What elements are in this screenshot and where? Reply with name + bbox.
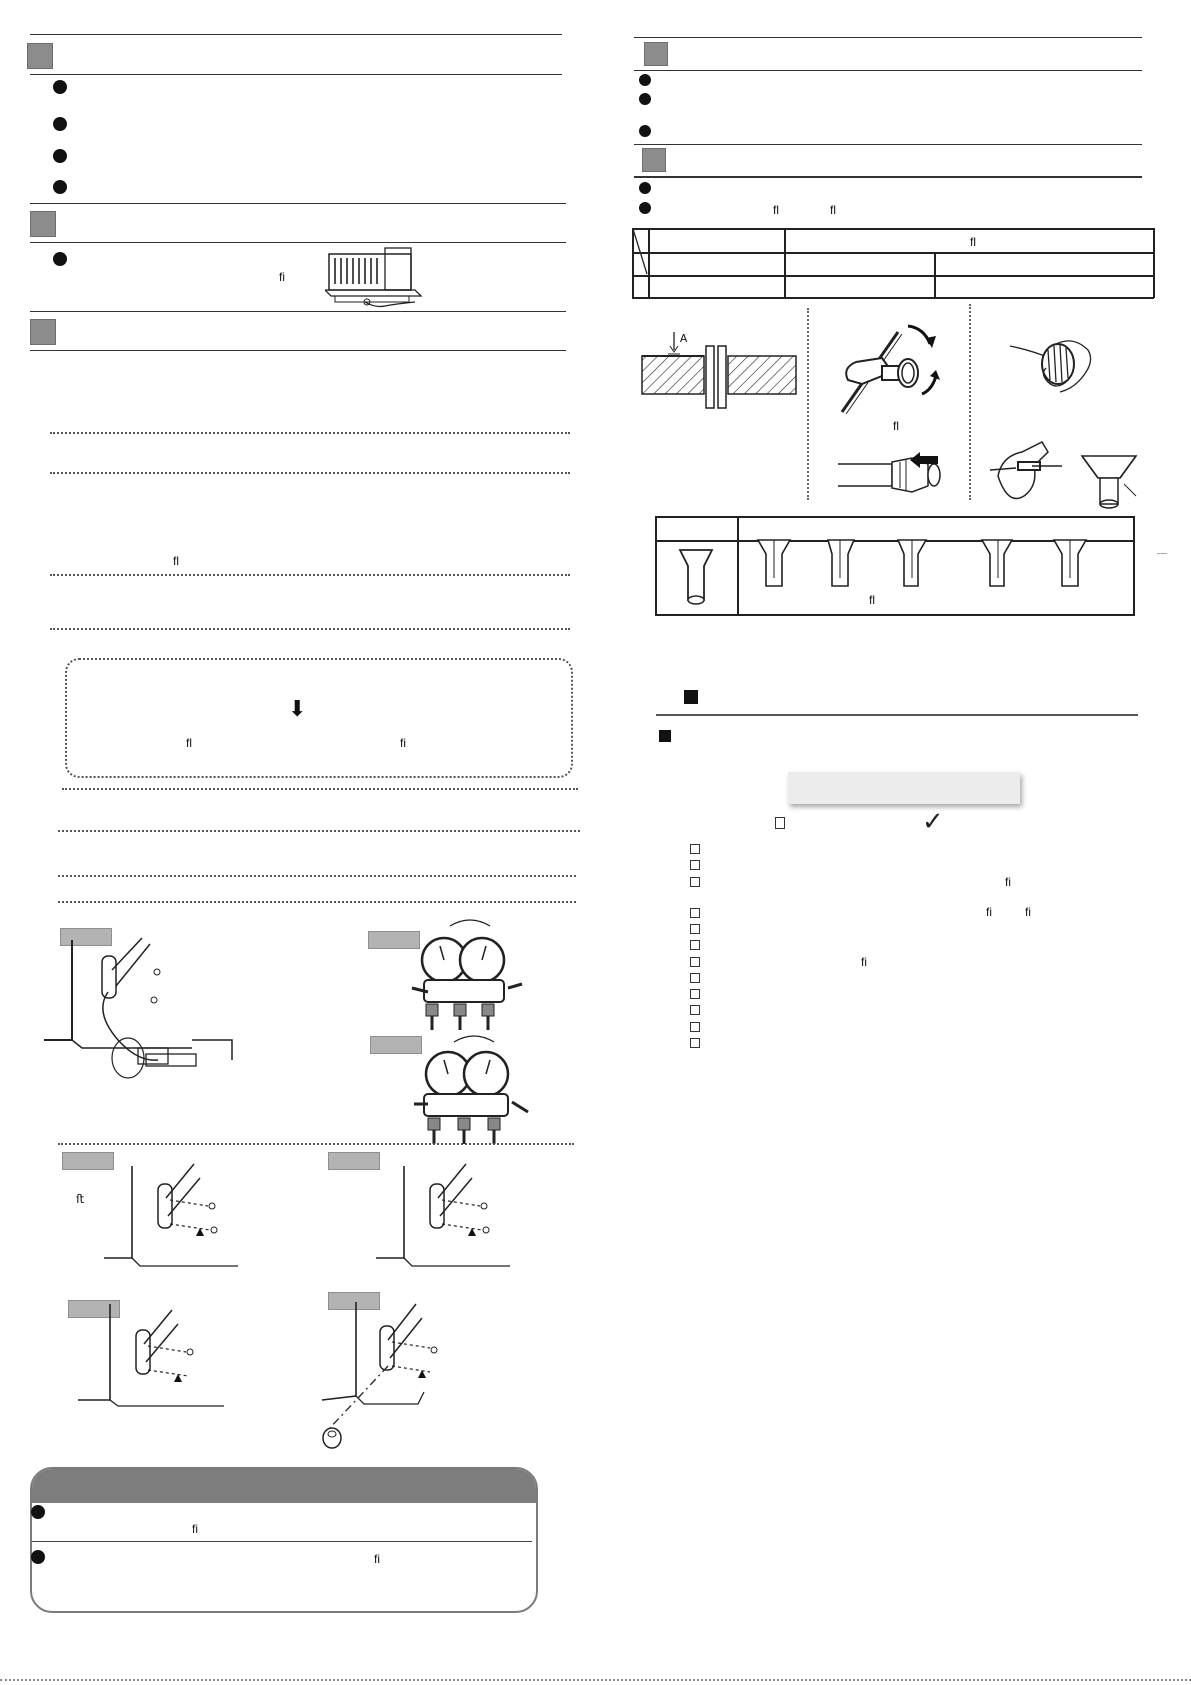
reamer-cone-illustration bbox=[1080, 454, 1138, 512]
section-1-marker-icon bbox=[27, 43, 53, 69]
checkmark-icon: ✓ bbox=[922, 806, 944, 836]
notice-box-banner bbox=[32, 1469, 536, 1503]
ligature-fi: ﬁ bbox=[279, 270, 285, 284]
ligature-fi: ﬁ bbox=[192, 1522, 198, 1536]
flare-dimension-table bbox=[632, 228, 1154, 298]
section-3-bottom-rule bbox=[30, 350, 566, 351]
divider-dotted bbox=[62, 788, 578, 790]
flaring-tool-illustration bbox=[838, 324, 948, 420]
notice-divider bbox=[32, 1541, 532, 1542]
service-valve-illustration bbox=[370, 1158, 510, 1276]
bullet-icon bbox=[639, 125, 651, 137]
flare-nut-fitting-illustration bbox=[988, 436, 1064, 512]
bullet-icon bbox=[53, 149, 67, 163]
bullet-icon bbox=[53, 80, 67, 94]
section-3-top-rule bbox=[30, 311, 566, 312]
down-arrow-icon: ⬇ bbox=[288, 696, 307, 721]
drain-unit-illustration bbox=[325, 244, 423, 310]
checklist-checkbox[interactable] bbox=[690, 957, 700, 967]
divider-dotted-vertical bbox=[969, 304, 971, 500]
ligature-fl: ﬂ bbox=[173, 554, 179, 568]
checklist-checkbox[interactable] bbox=[690, 1022, 700, 1032]
ligature-fi: ﬁ bbox=[986, 905, 992, 919]
bullet-icon bbox=[639, 182, 651, 194]
section-r2-top-rule bbox=[634, 144, 1142, 145]
bullet-icon bbox=[53, 180, 67, 194]
bullet-icon bbox=[639, 93, 651, 105]
flare-pipe-end-illustration bbox=[836, 450, 950, 500]
checklist-checkbox[interactable] bbox=[690, 860, 700, 870]
section-2-top-rule bbox=[30, 203, 566, 204]
section-2-marker-icon bbox=[30, 211, 56, 237]
ligature-fi: ﬁ bbox=[400, 736, 406, 750]
divider-dotted bbox=[50, 628, 570, 630]
section-r2-marker-icon bbox=[642, 148, 666, 172]
procedure-dotted-box bbox=[65, 658, 573, 778]
divider-dotted bbox=[50, 432, 570, 434]
divider-dotted bbox=[50, 472, 570, 474]
ligature-fl: ﬂ bbox=[970, 235, 976, 249]
checkbox-icon bbox=[775, 817, 785, 829]
checklist-header-box bbox=[788, 772, 1020, 804]
pipe-protrusion-diagram bbox=[640, 328, 798, 410]
flare-correct-shape-illustration bbox=[678, 548, 714, 606]
page-bottom-dotted bbox=[0, 1679, 1191, 1681]
bullet-icon bbox=[639, 202, 651, 214]
ligature-fi: ﬁ bbox=[861, 955, 867, 969]
gauge-manifold-illustration bbox=[414, 1034, 534, 1146]
section-r1-top-rule bbox=[634, 37, 1142, 38]
ligature-ff: ﬅ bbox=[76, 1192, 85, 1206]
service-valve-illustration bbox=[74, 1300, 234, 1412]
checklist-checkbox[interactable] bbox=[690, 940, 700, 950]
divider-dotted bbox=[58, 875, 576, 877]
divider-dotted bbox=[58, 1143, 574, 1145]
ligature-fi: ﬁ bbox=[1025, 905, 1031, 919]
ligature-fl: ﬂ bbox=[186, 736, 192, 750]
ligature-fi: ﬁ bbox=[1005, 875, 1011, 889]
checklist-checkbox[interactable] bbox=[690, 989, 700, 999]
section-1-top-rule bbox=[30, 34, 562, 35]
ligature-fl: ﬂ bbox=[773, 203, 779, 217]
section-r1-bottom-rule bbox=[634, 70, 1142, 71]
section-r3-marker-icon bbox=[684, 690, 698, 704]
service-valve-illustration bbox=[98, 1158, 238, 1276]
divider-dotted bbox=[58, 901, 576, 903]
ligature-fl: ﬂ bbox=[893, 419, 899, 433]
bullet-icon bbox=[639, 74, 651, 86]
outdoor-unit-connection-illustration bbox=[42, 930, 242, 1090]
notice-box bbox=[30, 1467, 538, 1613]
bullet-icon bbox=[53, 252, 67, 266]
hand-deburring-illustration bbox=[1006, 332, 1094, 400]
section-2-bottom-rule bbox=[30, 242, 566, 243]
flare-defect-shapes-illustration bbox=[750, 538, 1090, 594]
ligature-fi: ﬁ bbox=[374, 1552, 380, 1566]
service-valve-cap-illustration bbox=[318, 1296, 468, 1450]
section-r3-rule bbox=[656, 714, 1138, 716]
section-r2-bottom-rule bbox=[634, 176, 1142, 178]
checklist-checkbox[interactable] bbox=[690, 844, 700, 854]
section-1-bottom-rule bbox=[30, 74, 562, 75]
checklist-checkbox[interactable] bbox=[690, 908, 700, 918]
section-3-marker-icon bbox=[30, 319, 56, 345]
square-bullet-icon bbox=[659, 730, 671, 742]
gauge-manifold-illustration bbox=[410, 918, 530, 1030]
dimension-label-a: A bbox=[680, 332, 688, 346]
divider-dotted-vertical bbox=[807, 308, 809, 500]
scan-mark bbox=[1157, 553, 1167, 554]
bullet-icon bbox=[31, 1550, 45, 1564]
checklist-checkbox[interactable] bbox=[690, 924, 700, 934]
checklist-checkbox[interactable] bbox=[690, 1038, 700, 1048]
bullet-icon bbox=[53, 117, 67, 131]
checklist-checkbox[interactable] bbox=[690, 973, 700, 983]
checklist-checkbox[interactable] bbox=[690, 1005, 700, 1015]
checklist-checkbox[interactable] bbox=[690, 877, 700, 887]
divider-dotted bbox=[50, 574, 570, 576]
ligature-fl: ﬂ bbox=[830, 203, 836, 217]
section-r1-marker-icon bbox=[644, 42, 668, 66]
ligature-fl: ﬂ bbox=[869, 593, 875, 607]
bullet-icon bbox=[31, 1505, 45, 1519]
divider-dotted bbox=[58, 830, 580, 832]
